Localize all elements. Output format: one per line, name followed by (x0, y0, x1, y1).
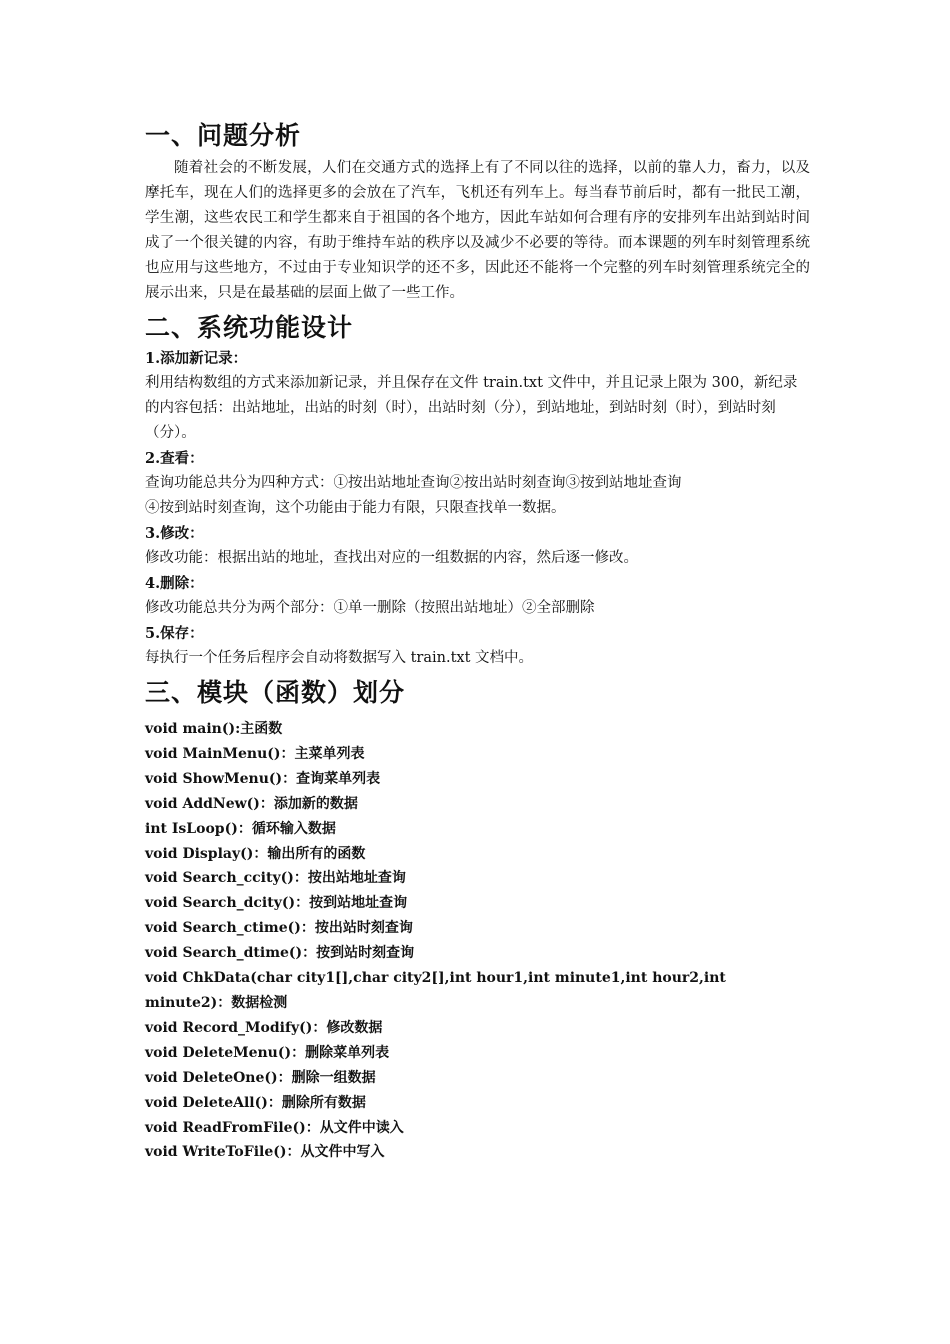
function-item: void AddNew()：添加新的数据 (145, 795, 358, 812)
feature-item (145, 446, 810, 521)
feature-body: 修改功能总共分为两个部分：①单一删除（按照出站地址）②全部删除 (145, 600, 595, 616)
document-page (145, 118, 810, 1165)
feature-item (145, 346, 810, 446)
section-problem-analysis (145, 118, 810, 306)
feature-heading: 1.添加新记录： (145, 350, 248, 367)
function-item: void main():主函数 (145, 721, 283, 737)
function-item: void ReadFromFile()：从文件中读入 (145, 1119, 404, 1136)
section-title: 三、模块（函数）划分 (145, 678, 406, 707)
feature-heading: 2.查看： (145, 450, 204, 467)
feature-heading: 5.保存： (145, 625, 204, 642)
feature-body: 修改功能：根据出站的地址，查找出对应的一组数据的内容，然后逐一修改。 (145, 550, 638, 566)
function-item: void Search_ccity()：按出站地址查询 (145, 870, 406, 887)
feature-body: 每执行一个任务后程序会自动将数据写入 train.txt 文档中。 (145, 650, 534, 666)
section-paragraph: 随着社会的不断发展，人们在交通方式的选择上有了不同以往的选择，以前的靠人力，畜力，以及摩托车，现在人们的选择更多的会放在了汽车，飞机还有列车上。每当春节前后时，都有一批民工潮，学生潮，这些农民工和学生都来自于祖国的各个地方，因此车站如何合理有序的安排列车出站到站时间成了一个很关键的内容，有助于维持车站的秩序以及减少不必要的等待。而本课题的列车时刻管理系统也应用与这些地方，不过由于专业知识学的还不多，因此还不能将一个完整的列车时刻管理系统完全的展示出来，只是在最基础的层面上做了一些工作。 (145, 160, 810, 301)
function-item: void Search_ctime()：按出站时刻查询 (145, 920, 413, 937)
function-item: void ChkData(char city1[],char city2[],int hour1,int minute1,int hour2,int minute2)：数据检测 (145, 970, 726, 1011)
function-item: void Search_dtime()：按到站时刻查询 (145, 945, 415, 962)
feature-body: 查询功能总共分为四种方式：①按出站地址查询②按出站时刻查询③按到站地址查询 (145, 475, 682, 491)
function-item: void Record_Modify()：修改数据 (145, 1019, 383, 1036)
feature-heading: 4.删除： (145, 575, 204, 592)
function-item: void DeleteOne()：删除一组数据 (145, 1069, 376, 1086)
section-title: 一、问题分析 (145, 121, 302, 150)
function-item: void Search_dcity()：按到站地址查询 (145, 895, 408, 912)
feature-heading: 3.修改： (145, 525, 204, 542)
function-list (145, 717, 810, 1165)
function-item: void Display()：输出所有的函数 (145, 845, 366, 862)
feature-item (145, 571, 810, 621)
feature-body: 利用结构数组的方式来添加新记录，并且保存在文件 train.txt 文件中，并且记录上限为 300，新纪录的内容包括：出站地址，出站的时刻（时），出站时刻（分），到站地址，到站时刻（时），到站时刻（分）。 (145, 375, 798, 441)
section-title: 二、系统功能设计 (145, 313, 354, 342)
feature-body: ④按到站时刻查询，这个功能由于能力有限，只限查找单一数据。 (145, 500, 566, 516)
function-item: void WriteToFile()：从文件中写入 (145, 1144, 385, 1161)
section-system-design (145, 310, 810, 671)
feature-item (145, 521, 810, 571)
section-module-division (145, 675, 810, 1165)
function-item: void DeleteMenu()：删除菜单列表 (145, 1044, 390, 1061)
function-item: void DeleteAll()：删除所有数据 (145, 1094, 366, 1111)
function-item: int IsLoop()：循环输入数据 (145, 820, 336, 837)
feature-item (145, 621, 810, 671)
function-item: void MainMenu()：主菜单列表 (145, 745, 365, 762)
function-item: void ShowMenu()：查询菜单列表 (145, 770, 381, 787)
